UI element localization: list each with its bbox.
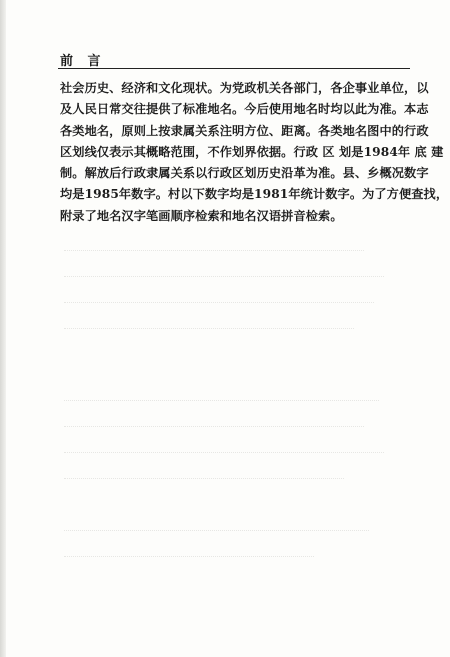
body-line-3: 各类地名，原则上按隶属关系注明方位、距离。各类地名图中的行政 [60,123,429,138]
body-line-7: 附录了地名汉字笔画顺序检索和地名汉语拼音检索。 [60,208,343,223]
header-rule [58,68,410,69]
body-line-5: 制。解放后行政隶属关系以行政区划历史沿革为准。县、乡概况数字 [60,166,429,181]
body-line-4: 区划线仅表示其概略范围，不作划界依据。行政 区 划是1984年 底 建 [60,144,444,159]
page-edge-shadow [0,0,6,657]
body-line-1: 社会历史、经济和文化现状。为党政机关各部门，各企事业单位，以 [60,81,429,95]
body-line-2: 及人民日常交往提供了标准地名。今后使用地名时均以此为准。本志 [60,102,429,117]
body-line-6: 均是1985年数字。村以下数字均是1981年统计数字。为了方便查找， [60,187,449,202]
body-paragraph [60,78,449,227]
bleed-through-shadow [64,250,394,630]
running-header-title: 前 言 [60,54,106,69]
